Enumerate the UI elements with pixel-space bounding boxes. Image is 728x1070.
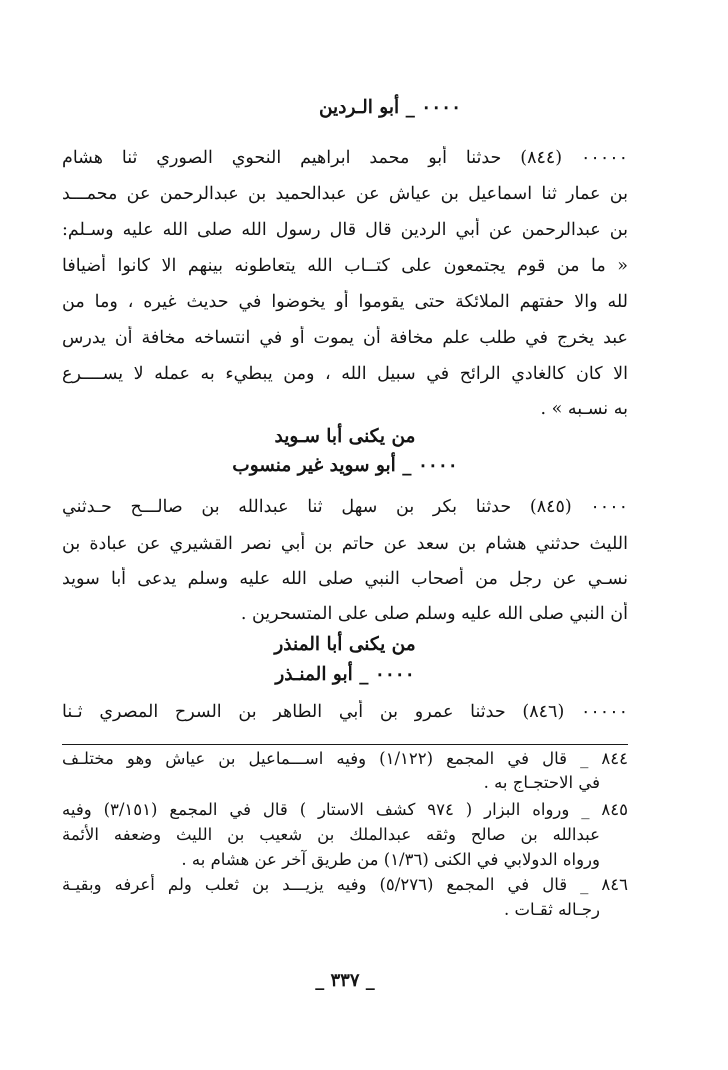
footnote-line: رجـاله ثقـات . (504, 900, 600, 919)
text-line: ٠٠٠٠٠ (٨٤٤) حدثنا أبو محمد ابراهيم النحوي الصوري ثنا هشام (62, 148, 628, 168)
footnote-line: عبدالله بن صالح وثقه عبدالملك بن شعيب بن الليث وضعفه الأئمة (62, 825, 600, 844)
text-line: « ما من قوم يجتمعون على كتــاب الله يتعاطونه بينهم الا كانوا أضيافا (62, 256, 628, 276)
text-line: أن النبي صلى الله عليه وسلم صلى على المتسحرين . (240, 604, 628, 624)
text-line: نسـي عن رجل من أصحاب النبي صلى الله عليه وسلم يدعى أبا سويد (62, 569, 628, 589)
page-number: _ ٣٣٧ _ (315, 970, 375, 991)
text-line: به نسـبه » . (540, 399, 628, 419)
text-line: الا كان كالغادي الرائح في سبيل الله ، ومن يبطيء به عمله لا يســــرع (62, 364, 628, 384)
footnote-line: ورواه الدولابي في الكنى (١/٣٦) من طريق آخر عن هشام به . (181, 850, 600, 869)
footnote-line: ٨٤٥ _ ورواه البزار ( ٩٧٤ كشف الاستار ) قال في المجمع (٣/١٥١) وفيه (62, 800, 628, 819)
text-line: بن عبدالرحمن عن أبي الردين قال قال رسول الله صلى الله عليه وسـلم: (62, 220, 628, 240)
footnote-line: في الاحتجـاج به . (483, 773, 600, 792)
book-page (62, 0, 628, 1070)
section-heading-abu-suwayd: ٠٠٠٠ _ أبو سويد غير منسوب (232, 455, 458, 476)
text-line: بن عمار ثنا اسماعيل بن عياش عن عبدالحميد بن عبدالرحمن عن محمـــد (62, 184, 628, 204)
footnote-line: ٨٤٤ _ قال في المجمع (١/١٢٢) وفيه اســـماعيل بن عياش وهو مختلـف (62, 749, 628, 768)
text-line: ٠٠٠٠٠ (٨٤٦) حدثنا عمرو بن أبي الطاهر بن السرح المصري ثـنا (62, 702, 628, 722)
footnote-line: ٨٤٦ _ قال في المجمع (٥/٢٧٦) وفيه يزيـــد بن ثعلب ولم أعرفه وبقيـة (62, 875, 628, 894)
text-line: ٠٠٠٠ (٨٤٥) حدثنا بكر بن سهل ثنا عبدالله بن صالـــح حـدثني (62, 497, 628, 517)
footnote-separator (62, 744, 628, 745)
chapter-title-abu-al-mundhir: من يكنى أبا المنذر (274, 634, 416, 655)
text-line: عبد يخرج في طلب علم مخافة أن يموت أو في انتساخه مخافة أن يدرس (62, 328, 628, 348)
section-heading-abu-al-radin: ٠٠٠٠ _ أبو الـردين (318, 97, 462, 118)
text-line: الليث حدثني هشام بن سعد عن حاتم بن أبي نصر القشيري عن عبادة بن (62, 534, 628, 554)
section-heading-abu-al-mundhir: ٠٠٠٠ _ أبو المنـذر (275, 664, 415, 685)
chapter-title-abu-suwayd: من يكنى أبا سـويد (274, 426, 416, 447)
text-line: لله والا حفتهم الملائكة حتى يقوموا أو يخوضوا في حديث غيره ، وما من (62, 292, 628, 312)
